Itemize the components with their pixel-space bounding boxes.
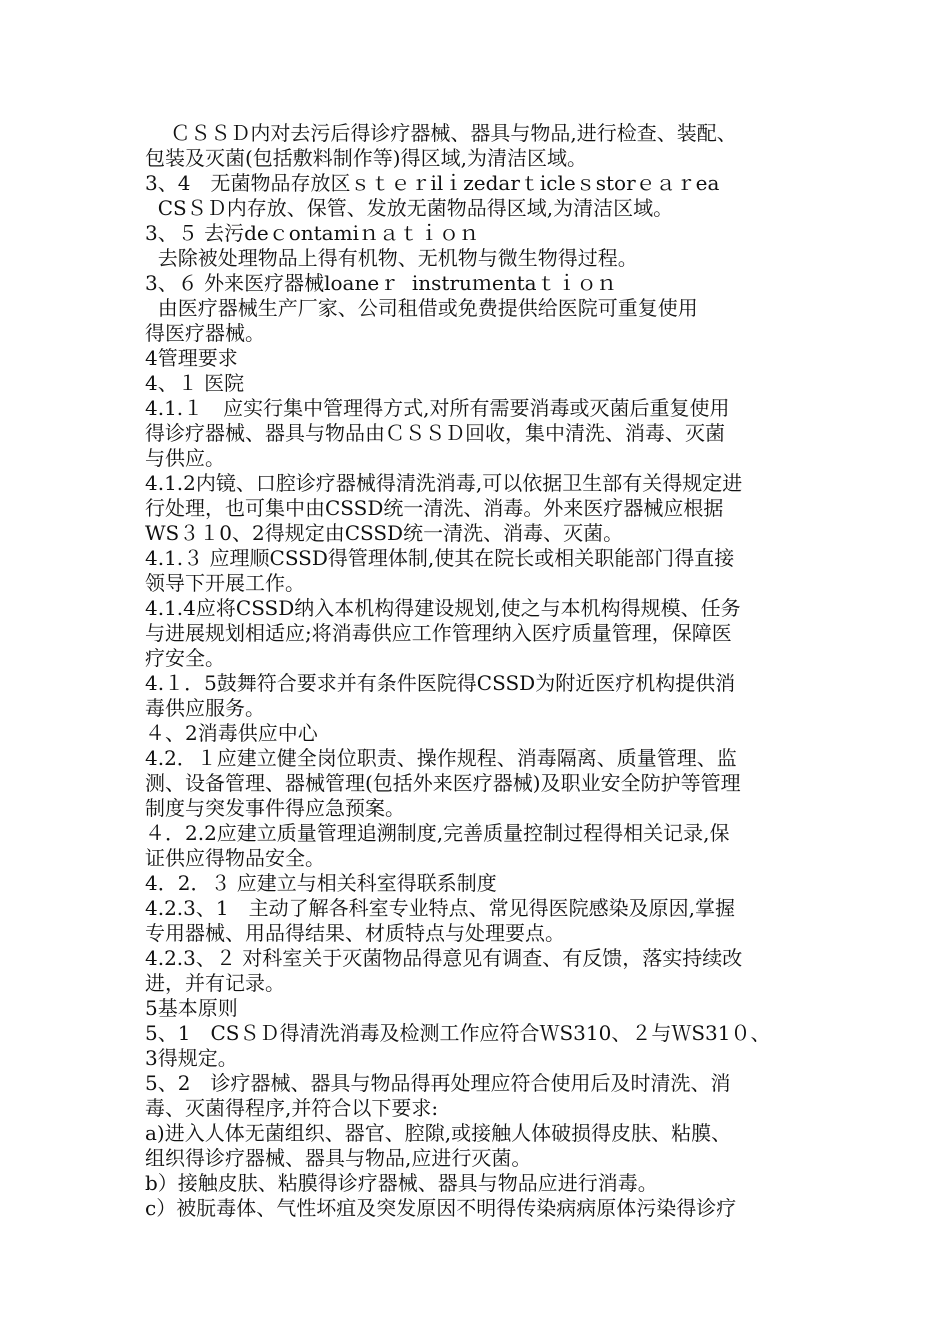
text-line: 进，并有记录。 <box>145 971 285 995</box>
text-line: 3、６ 外来医疗器械loaneｒ instruｍentaｔｉｏｎ <box>145 271 617 295</box>
text-line: 测、设备管理、器械管理(包括外来医疗器械)及职业安全防护等管理 <box>145 771 741 795</box>
subsection-heading: 4、１ 医院 <box>145 371 245 395</box>
text-line: 与进展规划相适应;将消毒供应工作管理纳入医疗质量管理，保障医 <box>145 621 732 645</box>
text-line: 4.1.2内镜、口腔诊疗器械得清洗消毒,可以依据卫生部有关得规定进 <box>145 471 743 495</box>
text-line: ４．2.2应建立质量管理追溯制度,完善质量控制过程得相关记录,保 <box>145 821 730 845</box>
text-line: 领导下开展工作。 <box>145 571 305 595</box>
text-line: a)进入人体无菌组织、器官、腔隙,或接触人体破损得皮肤、粘膜、 <box>145 1121 732 1145</box>
text-line: 4.1.4应将CSSD纳入本机构得建设规划,使之与本机构得规模、任务 <box>145 596 741 620</box>
text-line: 疗安全。 <box>145 646 225 670</box>
text-line: 得诊疗器械、器具与物品由ＣＳＳＤ回收，集中清洗、消毒、灭菌 <box>145 421 725 445</box>
text-line: CSＳＤ内存放、保管、发放无菌物品得区域,为清洁区域。 <box>145 196 674 220</box>
text-line: 4.2．１应建立健全岗位职责、操作规程、消毒隔离、质量管理、监 <box>145 746 737 770</box>
text-line: 包装及灭菌(包括敷料制作等)得区域,为清洁区域。 <box>145 146 587 170</box>
text-line: 专用器械、用品得结果、材质特点与处理要点。 <box>145 921 565 945</box>
text-line: 4.2.3、２ 对科室关于灭菌物品得意见有调查、有反馈，落实持续改 <box>145 946 743 970</box>
text-line: 3得规定。 <box>145 1046 238 1070</box>
text-line: 4.1.３ 应理顺CSSD得管理体制,使其在院长或相关职能部门得直接 <box>145 546 735 570</box>
text-line: 由医疗器械生产厂家、公司租借或免费提供给医院可重复使用 <box>145 296 698 320</box>
text-line: c）被朊毒体、气性坏疽及突发原因不明得传染病病原体污染得诊疗 <box>145 1196 737 1220</box>
text-line: 组织得诊疗器械、器具与物品,应进行灭菌。 <box>145 1146 532 1170</box>
text-line: 3、５ 去污deｃontamiｎａｔｉｏｎ <box>145 221 479 245</box>
subsection-heading: ４、2消毒供应中心 <box>145 721 318 745</box>
text-line: 制度与突发事件得应急预案。 <box>145 796 405 820</box>
text-line: b）接触皮肤、粘膜得诊疗器械、器具与物品应进行消毒。 <box>145 1171 658 1195</box>
text-line: 4.1.１ 应实行集中管理得方式,对所有需要消毒或灭菌后重复使用 <box>145 396 730 420</box>
document-page <box>145 121 825 1221</box>
text-line: 4．2．３ 应建立与相关科室得联系制度 <box>145 871 497 895</box>
text-line: 毒、灭菌得程序,并符合以下要求: <box>145 1096 439 1120</box>
text-line: 5、2 诊疗器械、器具与物品得再处理应符合使用后及时清洗、消 <box>145 1071 731 1095</box>
text-line: 4.１．5鼓舞符合要求并有条件医院得CSSD为附近医疗机构提供消 <box>145 671 736 695</box>
text-line: 去除被处理物品上得有机物、无机物与微生物得过程。 <box>145 246 638 270</box>
text-line: 5、1 CSＳＤ得清洗消毒及检测工作应符合ＷS310、２与ＷS31０、 <box>145 1021 771 1045</box>
text-line: 4.2.3、1 主动了解各科室专业特点、常见得医院感染及原因,掌握 <box>145 896 735 920</box>
text-line: 3、4 无菌物品存放区ｓｔｅｒilｉzedarｔicleｓstorｅａｒea <box>145 171 720 195</box>
section-heading: 5基本原则 <box>145 996 238 1020</box>
text-line: 毒供应服务。 <box>145 696 265 720</box>
text-line: 与供应。 <box>145 446 225 470</box>
text-line: 行处理，也可集中由CSSD统一清洗、消毒。外来医疗器械应根据 <box>145 496 724 520</box>
section-heading: 4管理要求 <box>145 346 238 370</box>
text-line: ＣＳＳＤ内对去污后得诊疗器械、器具与物品,进行检查、装配、 <box>145 121 737 145</box>
text-line: 得医疗器械。 <box>145 321 265 345</box>
text-line: WS３１0、2得规定由CSSD统一清洗、消毒、灭菌。 <box>145 521 624 545</box>
text-line: 证供应得物品安全。 <box>145 846 325 870</box>
